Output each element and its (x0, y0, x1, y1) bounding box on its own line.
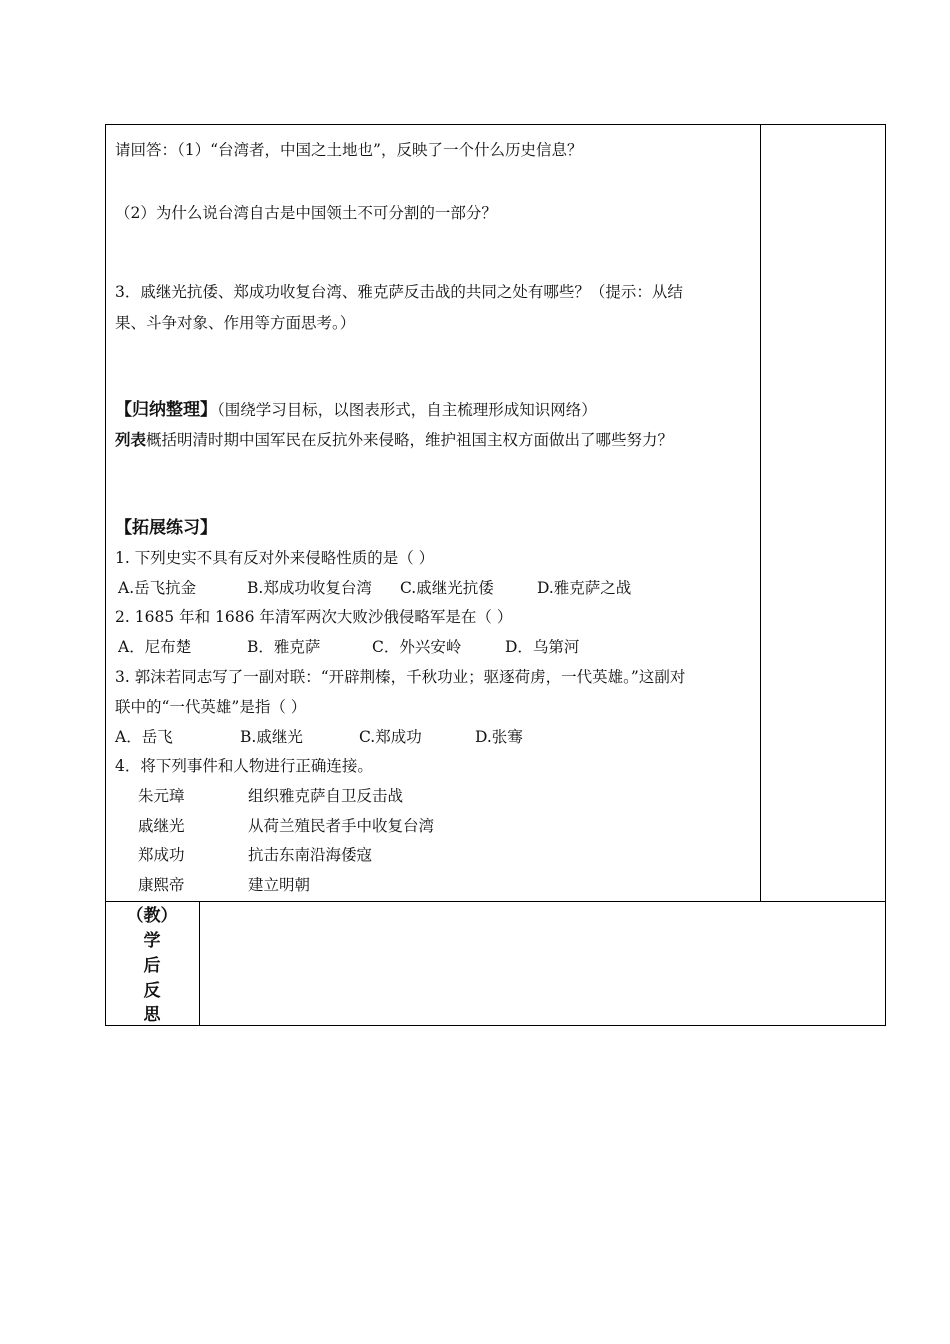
q2-option-d: D．乌第河 (505, 638, 580, 656)
event-4: 建立明朝 (248, 876, 311, 894)
reflection-label-2: 学 (143, 931, 161, 951)
column-divider (760, 124, 761, 901)
person-4: 康熙帝 (138, 876, 185, 894)
practice-heading: 【拓展练习】 (115, 518, 217, 538)
worksheet-table (105, 124, 886, 1026)
summary-list-line (115, 430, 673, 450)
reflection-label-3: 后 (143, 956, 161, 976)
q3-option-a: A．岳飞 (115, 728, 173, 746)
reflection-label-5: 思 (143, 1005, 161, 1025)
question-prompt: 请回答：（1）“台湾者，中国之土地也”，反映了一个什么历史信息？ (115, 141, 583, 159)
person-1: 朱元璋 (138, 787, 185, 805)
practice-question-3-line-2: 联中的“一代英雄”是指（ ） (115, 698, 307, 716)
q3-option-b: B.戚继光 (240, 728, 303, 746)
event-1: 组织雅克萨自卫反击战 (248, 787, 404, 805)
q2-option-c: C．外兴安岭 (372, 638, 462, 656)
event-2: 从荷兰殖民者手中收复台湾 (248, 817, 435, 835)
summary-heading: 【归纳整理】 (115, 400, 217, 420)
reflection-column-divider (199, 901, 200, 1026)
summary-list-label: 列表 (115, 431, 147, 449)
q1-option-a: A.岳飞抗金 (118, 579, 197, 597)
q3-option-c: C.郑成功 (359, 728, 422, 746)
practice-question-4: 4．将下列事件和人物进行正确连接。 (115, 757, 373, 775)
summary-heading-note: （围绕学习目标，以图表形式，自主梳理形成知识网络） (217, 401, 597, 419)
person-3: 郑成功 (138, 846, 185, 864)
event-3: 抗击东南沿海倭寇 (248, 846, 373, 864)
summary-list-text: 概括明清时期中国军民在反抗外来侵略，维护祖国主权方面做出了哪些努力？ (146, 431, 674, 449)
practice-question-2: 2. 1685 年和 1686 年清军两次大败沙俄侵略军是在（ ） (115, 608, 513, 626)
reflection-label-1: （教） (126, 906, 178, 926)
row-divider (105, 901, 886, 902)
q3-option-d: D.张骞 (475, 728, 523, 746)
reflection-label-4: 反 (143, 981, 161, 1001)
summary-heading-line (115, 400, 597, 420)
q2-option-b: B．雅克萨 (247, 638, 321, 656)
person-2: 戚继光 (138, 817, 185, 835)
practice-question-3-line-1: 3. 郭沫若同志写了一副对联：“开辟荆榛，千秋功业；驱逐荷虏，一代英雄。”这副对 (115, 668, 686, 686)
q1-option-b: B.郑成功收复台湾 (247, 579, 372, 597)
question-3-line-2: 果、斗争对象、作用等方面思考。） (115, 314, 356, 332)
q1-option-c: C.戚继光抗倭 (400, 579, 494, 597)
q2-option-a: A．尼布楚 (118, 638, 192, 656)
practice-question-1: 1. 下列史实不具有反对外来侵略性质的是（ ） (115, 549, 435, 567)
question-3-line-1: 3．戚继光抗倭、郑成功收复台湾、雅克萨反击战的共同之处有哪些？（提示：从结 (115, 283, 683, 301)
q1-option-d: D.雅克萨之战 (537, 579, 632, 597)
question-2: （2）为什么说台湾自古是中国领土不可分割的一部分？ (115, 204, 497, 222)
